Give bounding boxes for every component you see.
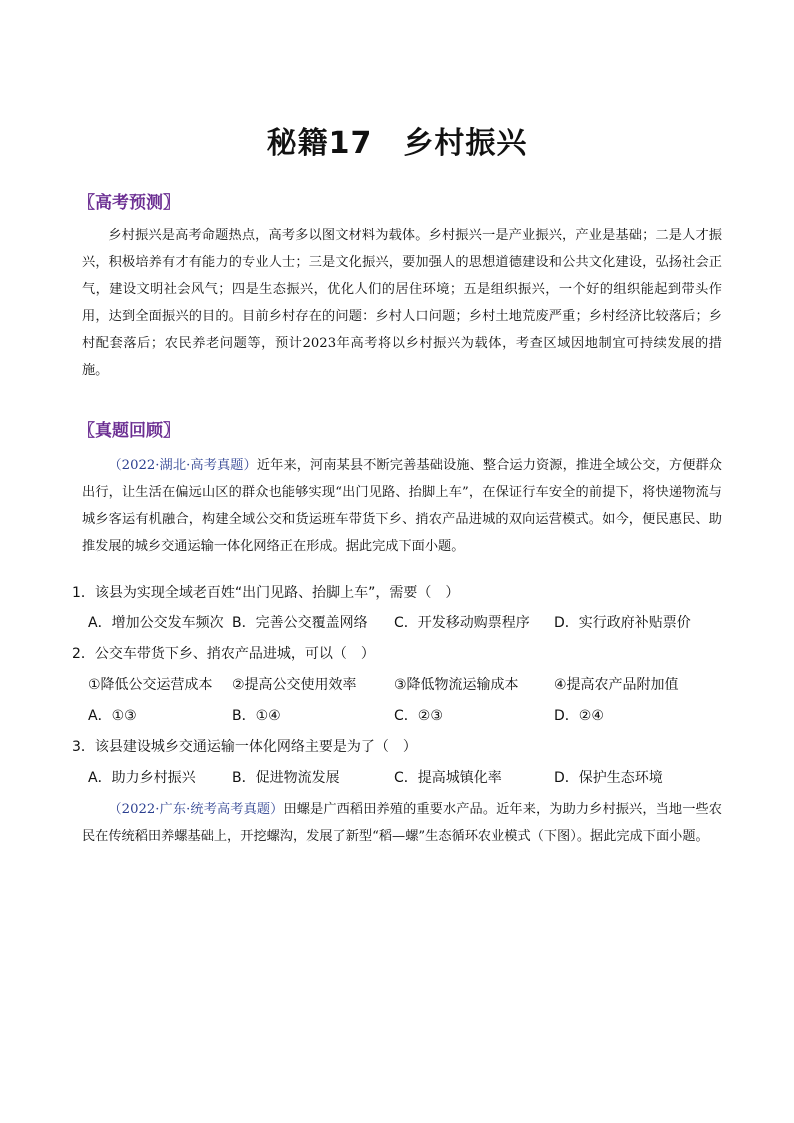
q3-option-b[interactable]: B．促进物流发展 [232, 770, 340, 786]
q2-item-1: ①降低公交运营成本 [88, 677, 213, 693]
material-2-text: 田螺是广西稻田养殖的重要水产品。近年来，为助力乡村振兴，当地一些农民在传统稻田养螺基础上，开挖螺沟，发展了新型“稻—螺”生态循环农业模式（下图）。据此完成下面小题。 [82, 802, 722, 844]
q3-option-c[interactable]: C．提高城镇化率 [394, 770, 502, 786]
review-heading: 〖真题回顾〗 [78, 421, 180, 441]
question-2-stem: 2．公交车带货下乡、捎农产品进城，可以（ ） [72, 646, 375, 662]
q2-option-a[interactable]: A．①③ [88, 708, 137, 724]
q2-option-b[interactable]: B．①④ [232, 708, 281, 724]
q1-option-b[interactable]: B．完善公交覆盖网络 [232, 615, 368, 631]
q3-option-a[interactable]: A．助力乡村振兴 [88, 770, 196, 786]
q2-item-3: ③降低物流运输成本 [394, 677, 519, 693]
material-1-paragraph [82, 452, 722, 560]
q2-item-2: ②提高公交使用效率 [232, 677, 357, 693]
forecast-paragraph: 乡村振兴是高考命题热点，高考多以图文材料为载体。乡村振兴一是产业振兴，产业是基础；二是人才振兴，积极培养有才有能力的专业人士；三是文化振兴，要加强人的思想道德建设和公共文化建设，弘扬社会正气，建设文明社会风气；四是生态振兴，优化人们的居住环境；五是组织振兴，一个好的组织能起到带头作用，达到全面振兴的目的。目前乡村存在的问题：乡村人口问题；乡村土地荒废严重；乡村经济比较落后；乡村配套落后；农民养老问题等，预计2023年高考将以乡村振兴为载体，考查区域因地制宜可持续发展的措施。 [82, 228, 722, 378]
q3-option-d[interactable]: D．保护生态环境 [554, 770, 663, 786]
material-2-paragraph [82, 796, 722, 850]
q1-option-a[interactable]: A．增加公交发车频次 [88, 615, 224, 631]
question-3-stem: 3．该县建设城乡交通运输一体化网络主要是为了（ ） [72, 739, 417, 755]
forecast-heading: 〖高考预测〗 [78, 193, 180, 213]
question-1-stem: 1．该县为实现全域老百姓“出门见路、抬脚上车”，需要（ ） [72, 585, 460, 601]
q2-option-c[interactable]: C．②③ [394, 708, 443, 724]
page-title: 秘籍17 乡村振兴 [266, 126, 528, 161]
material-1-text: 近年来，河南某县不断完善基础设施、整合运力资源，推进全域公交，方便群众出行，让生活在偏远山区的群众也能够实现“出门见路、抬脚上车”，在保证行车安全的前提下，将快递物流与城乡客运有机融合，构建全域公交和货运班车带货下乡、捎农产品进城的双向运营模式。如今，便民惠民、助推发展的城乡交通运输一体化网络正在形成。据此完成下面小题。 [82, 458, 722, 554]
q2-option-d[interactable]: D．②④ [554, 708, 604, 724]
material-2-source: （2022·广东·统考高考真题） [108, 802, 284, 817]
material-1-source: （2022·湖北·高考真题） [108, 458, 257, 473]
q1-option-d[interactable]: D．实行政府补贴票价 [554, 615, 691, 631]
q1-option-c[interactable]: C．开发移动购票程序 [394, 615, 530, 631]
q2-item-4: ④提高农产品附加值 [554, 677, 679, 693]
